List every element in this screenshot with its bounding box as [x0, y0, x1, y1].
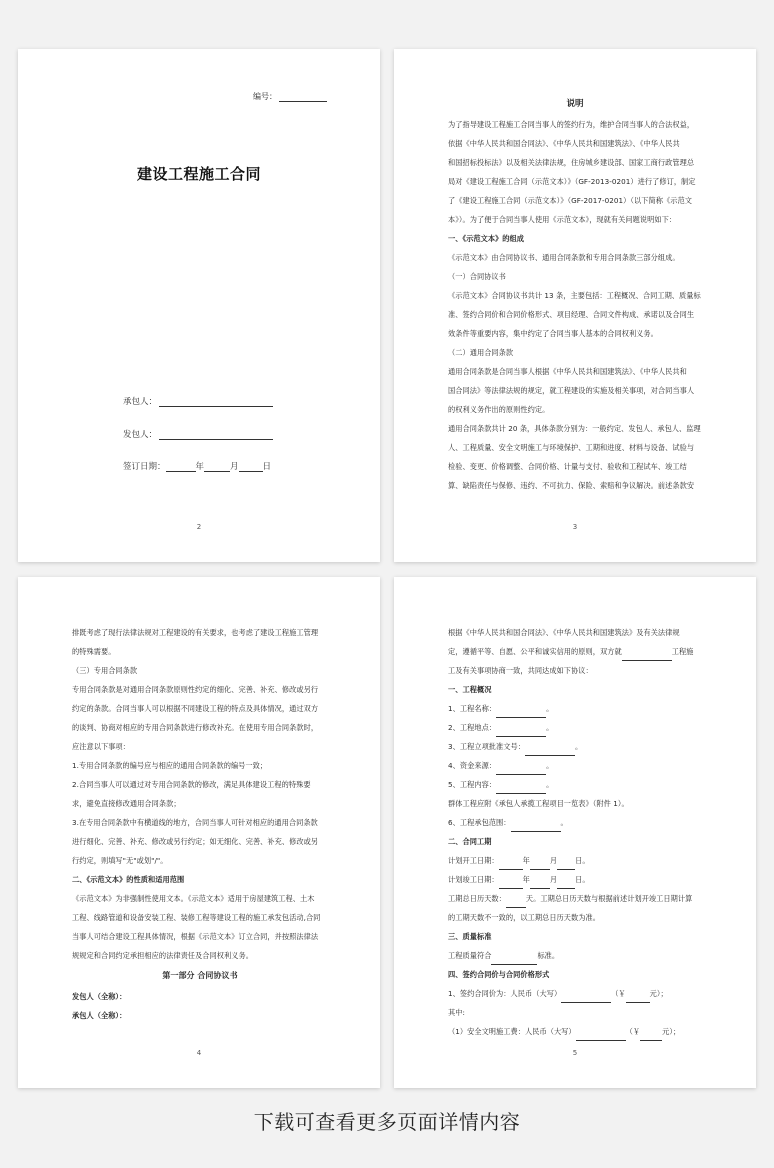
- agreement-body: 根据《中华人民共和国合同法》、《中华人民共和国建筑法》及有关法律规 定，遵循平等、自愿、公平和诚实信用的原则，双方就 工程施 工及有关事项协商一致，共同达成如下协议： 一、工程概况 1、工程名称： 。 2、工程地点： 。 3、工程立项批准文号： 。 4、资金来源： 。 5、工程内容： 。 群体工程应附《承包人承揽工程项目一览表》（附件 1）。 6、工程承包范围： 。 二、合同工期 计划开工日期： 年 月 日。 计划竣工日期： 年 月 日。 工期总日历天数： 天。工期总日历天数与根据前述计划开竣工日期计算 的工期天数不一致的，以工期总日历天数为准。 三、质量标准 工程质量符合 标准。 四、签约合同价与合同价格形式 1、签约合同价为：人民币（大写） （￥ 元）； 其中: （1）安全文明施工费：人民币（大写） （￥ 元）；: [448, 623, 704, 1041]
- explanation-page: [394, 49, 756, 562]
- contractor-full-name: 承包人（全称）：: [72, 1011, 127, 1020]
- part-one-title: 第一部分 合同协议书: [162, 971, 238, 980]
- employer-full-name: 发包人（全称）：: [72, 992, 127, 1001]
- page-number: 3: [572, 523, 578, 531]
- explanation-continued-body: 排既考虑了现行法律法规对工程建设的有关要求，也考虑了建设工程施工管理 的特殊需要。 （三）专用合同条款 专用合同条款是对通用合同条款原则性约定的细化、完善、补充、修改或另行 约定的条款。合同当事人可以根据不同建设工程的特点及具体情况，通过双方 的谈判、协商对相应的专用合同条款进行修改补充。在使用专用合同条款时， 应注意以下事项： 1.专用合同条款的编号应与相应的通用合同条款的编号一致； 2.合同当事人可以通过对专用合同条款的修改，满足具体建设工程的特殊要 求，避免直接修改通用合同条款； 3.在专用合同条款中有横道线的地方，合同当事人可针对相应的通用合同条款 进行细化、完善、补充、修改或另行约定；如无细化、完善、补充、修改或另 行约定，则填写"无"或划"/"。 二、《示范文本》的性质和适用范围 《示范文本》为非强制性使用文本。《示范文本》适用于房屋建筑工程、土木 工程、线路管道和设备安装工程、装修工程等建设工程的施工承发包活动,合同 当事人可结合建设工程具体情况，根据《示范文本》订立合同，并按照法律法 规规定和合同约定承担相应的法律责任及合同权利义务。 第一部分 合同协议书 发包人（全称）： 承包人（全称）：: [72, 623, 328, 1025]
- page-number: 2: [196, 523, 202, 531]
- sign-date-field: 签订日期： 年 月 日: [123, 462, 272, 472]
- explanation-continued-page: [18, 577, 380, 1088]
- page-number: 4: [196, 1049, 202, 1057]
- cover-page: [18, 49, 380, 562]
- page-number: 5: [572, 1049, 578, 1057]
- download-caption: 下载可查看更多页面详情内容: [253, 1110, 521, 1134]
- contract-title: 建设工程施工合同: [136, 165, 261, 183]
- explanation-heading: 说明: [566, 99, 584, 109]
- agreement-page: [394, 577, 756, 1088]
- contract-number: 编号：: [253, 91, 327, 102]
- explanation-body: 为了指导建设工程施工合同当事人的签约行为，维护合同当事人的合法权益， 依据《中华人民共和国合同法》、《中华人民共和国建筑法》、《中华人民共 和国招标投标法》以及相关法律法规，住房城乡建设部、国家工商行政管理总 局对《建设工程施工合同（示范文本）》（GF-2013-0201）进行了修订，制定 了《建设工程施工合同（示范文本）》（GF-2017-0201）（以下简称《示范文 本》）。为了便于合同当事人使用《示范文本》，现就有关问题说明如下： 一、《示范文本》的组成 《示范文本》由合同协议书、通用合同条款和专用合同条款三部分组成。 （一）合同协议书 《示范文本》合同协议书共计 13 条，主要包括：工程概况、合同工期、质量标 准、签约合同价和合同价格形式、项目经理、合同文件构成、承诺以及合同生 效条件等重要内容，集中约定了合同当事人基本的合同权利义务。 （二）通用合同条款 通用合同条款是合同当事人根据《中华人民共和国建筑法》、《中华人民共和 国合同法》等法律法规的规定，就工程建设的实施及相关事项，对合同当事人 的权利义务作出的原则性约定。 通用合同条款共计 20 条，具体条款分别为：一般约定、发包人、承包人、监理 人、工程质量、安全文明施工与环境保护、工期和进度、材料与设备、试验与 检验、变更、价格调整、合同价格、计量与支付、验收和工程试车、竣工结 算、缺陷责任与保修、违约、不可抗力、保险、索赔和争议解决。前述条款安: [448, 120, 701, 490]
- employer-field: 发包人：: [123, 428, 273, 440]
- contractor-field: 承包人：: [123, 395, 273, 407]
